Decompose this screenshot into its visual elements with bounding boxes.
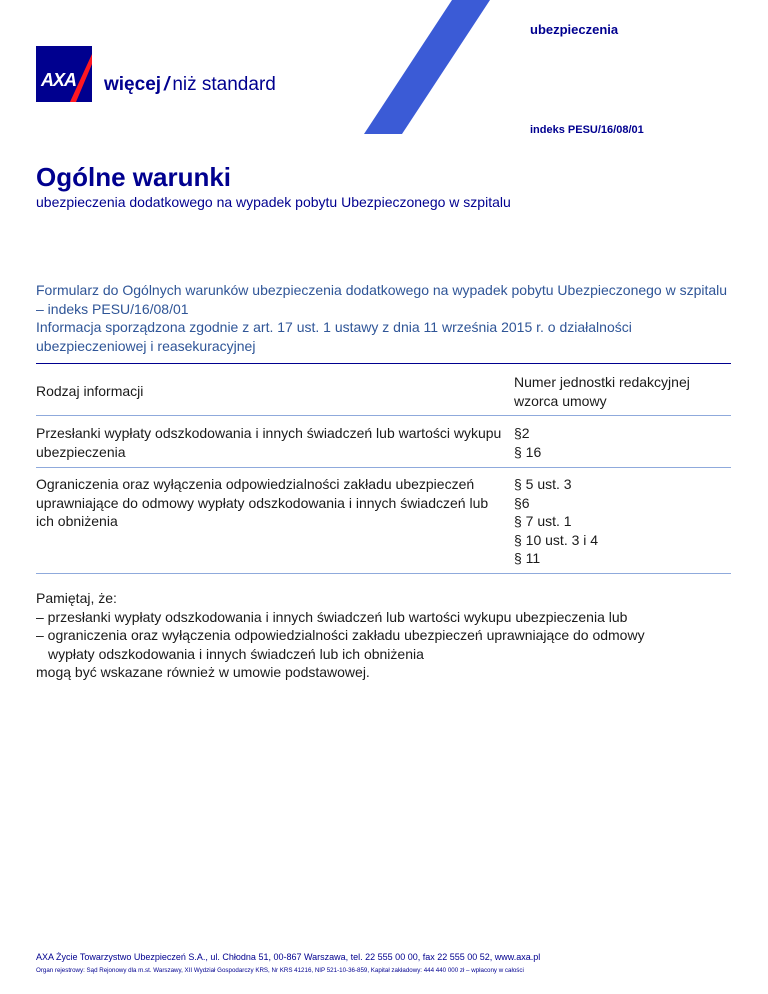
table-ref: § 11	[514, 550, 541, 566]
slogan-rest: niż standard	[172, 74, 276, 95]
decorative-diagonal-stripe	[0, 0, 768, 140]
footer-company-info: AXA Życie Towarzystwo Ubezpieczeń S.A., ul. Chłodna 51, 00-867 Warszawa, tel. 22 555 00 00, fax 22 555 00 52, www.axa.pl	[36, 952, 541, 962]
svg-text:AXA: AXA	[41, 70, 77, 90]
reminder-note	[36, 589, 732, 682]
table-ref: §2	[514, 425, 530, 441]
document-subtitle: ubezpieczenia dodatkowego na wypadek pobytu Ubezpieczonego w szpitalu	[36, 194, 511, 210]
information-table	[36, 363, 731, 574]
table-header-row	[36, 364, 731, 416]
table-row	[36, 468, 731, 574]
document-title: Ogólne warunki	[36, 162, 232, 192]
table-cell-refs	[514, 475, 731, 568]
axa-logo	[36, 46, 92, 102]
document-index: indeks PESU/16/08/01	[530, 124, 644, 136]
intro-block	[36, 281, 736, 355]
slogan-strong: więcej	[104, 74, 162, 95]
table-ref: § 7 ust. 1	[514, 513, 572, 529]
table-ref: §6	[514, 494, 530, 511]
table-cell-refs	[514, 424, 731, 461]
note-item: – przesłanki wypłaty odszkodowania i innych świadczeń lub wartości wykupu ubezpieczenia lub	[36, 608, 628, 625]
note-item-continuation: wypłaty odszkodowania i innych świadczeń lub ich obniżenia	[48, 645, 424, 662]
table-ref: § 5 ust. 3	[514, 476, 572, 492]
brand-slogan	[104, 74, 276, 96]
note-item: – ograniczenia oraz wyłączenia odpowiedzialności zakładu ubezpieczeń uprawniające do odmowy	[36, 627, 645, 643]
table-ref: § 16	[514, 443, 542, 460]
table-header-unit-number: Numer jednostki redakcyjnej wzorca umowy	[514, 374, 690, 409]
slogan-slash: /	[164, 74, 170, 95]
table-ref: § 10 ust. 3 i 4	[514, 531, 599, 548]
table-cell-info: Przesłanki wypłaty odszkodowania i innych świadczeń lub wartości wykupu ubezpieczenia	[36, 425, 502, 460]
note-closing: mogą być wskazane również w umowie podstawowej.	[36, 664, 370, 680]
axa-logo-icon	[36, 46, 92, 102]
table-header-info-type: Rodzaj informacji	[36, 383, 144, 400]
table-cell-info: Ograniczenia oraz wyłączenia odpowiedzialności zakładu ubezpieczeń uprawniające do odmowy wypłaty odszkodowania i innych świadczeń lub ich obniżenia	[36, 476, 489, 529]
table-row	[36, 416, 731, 468]
note-intro: Pamiętaj, że:	[36, 590, 117, 606]
intro-legal-basis: Informacja sporządzona zgodnie z art. 17 ust. 1 ustawy z dnia 11 września 2015 r. o działalności ubezpieczeniowej i reasekuracyjnej	[36, 319, 632, 354]
footer-registry-info: Organ rejestrowy: Sąd Rejonowy dla m.st. Warszawy, XII Wydział Gospodarczy KRS, Nr KRS 41216, NIP 521-10-36-859, Kapitał zakładowy: 444 440 000 zł – wpłacony w całości	[36, 967, 524, 974]
category-label: ubezpieczenia	[530, 22, 619, 37]
intro-form-reference: Formularz do Ogólnych warunków ubezpieczenia dodatkowego na wypadek pobytu Ubezpieczonego w szpitalu – indeks PESU/16/08/01	[36, 282, 728, 317]
